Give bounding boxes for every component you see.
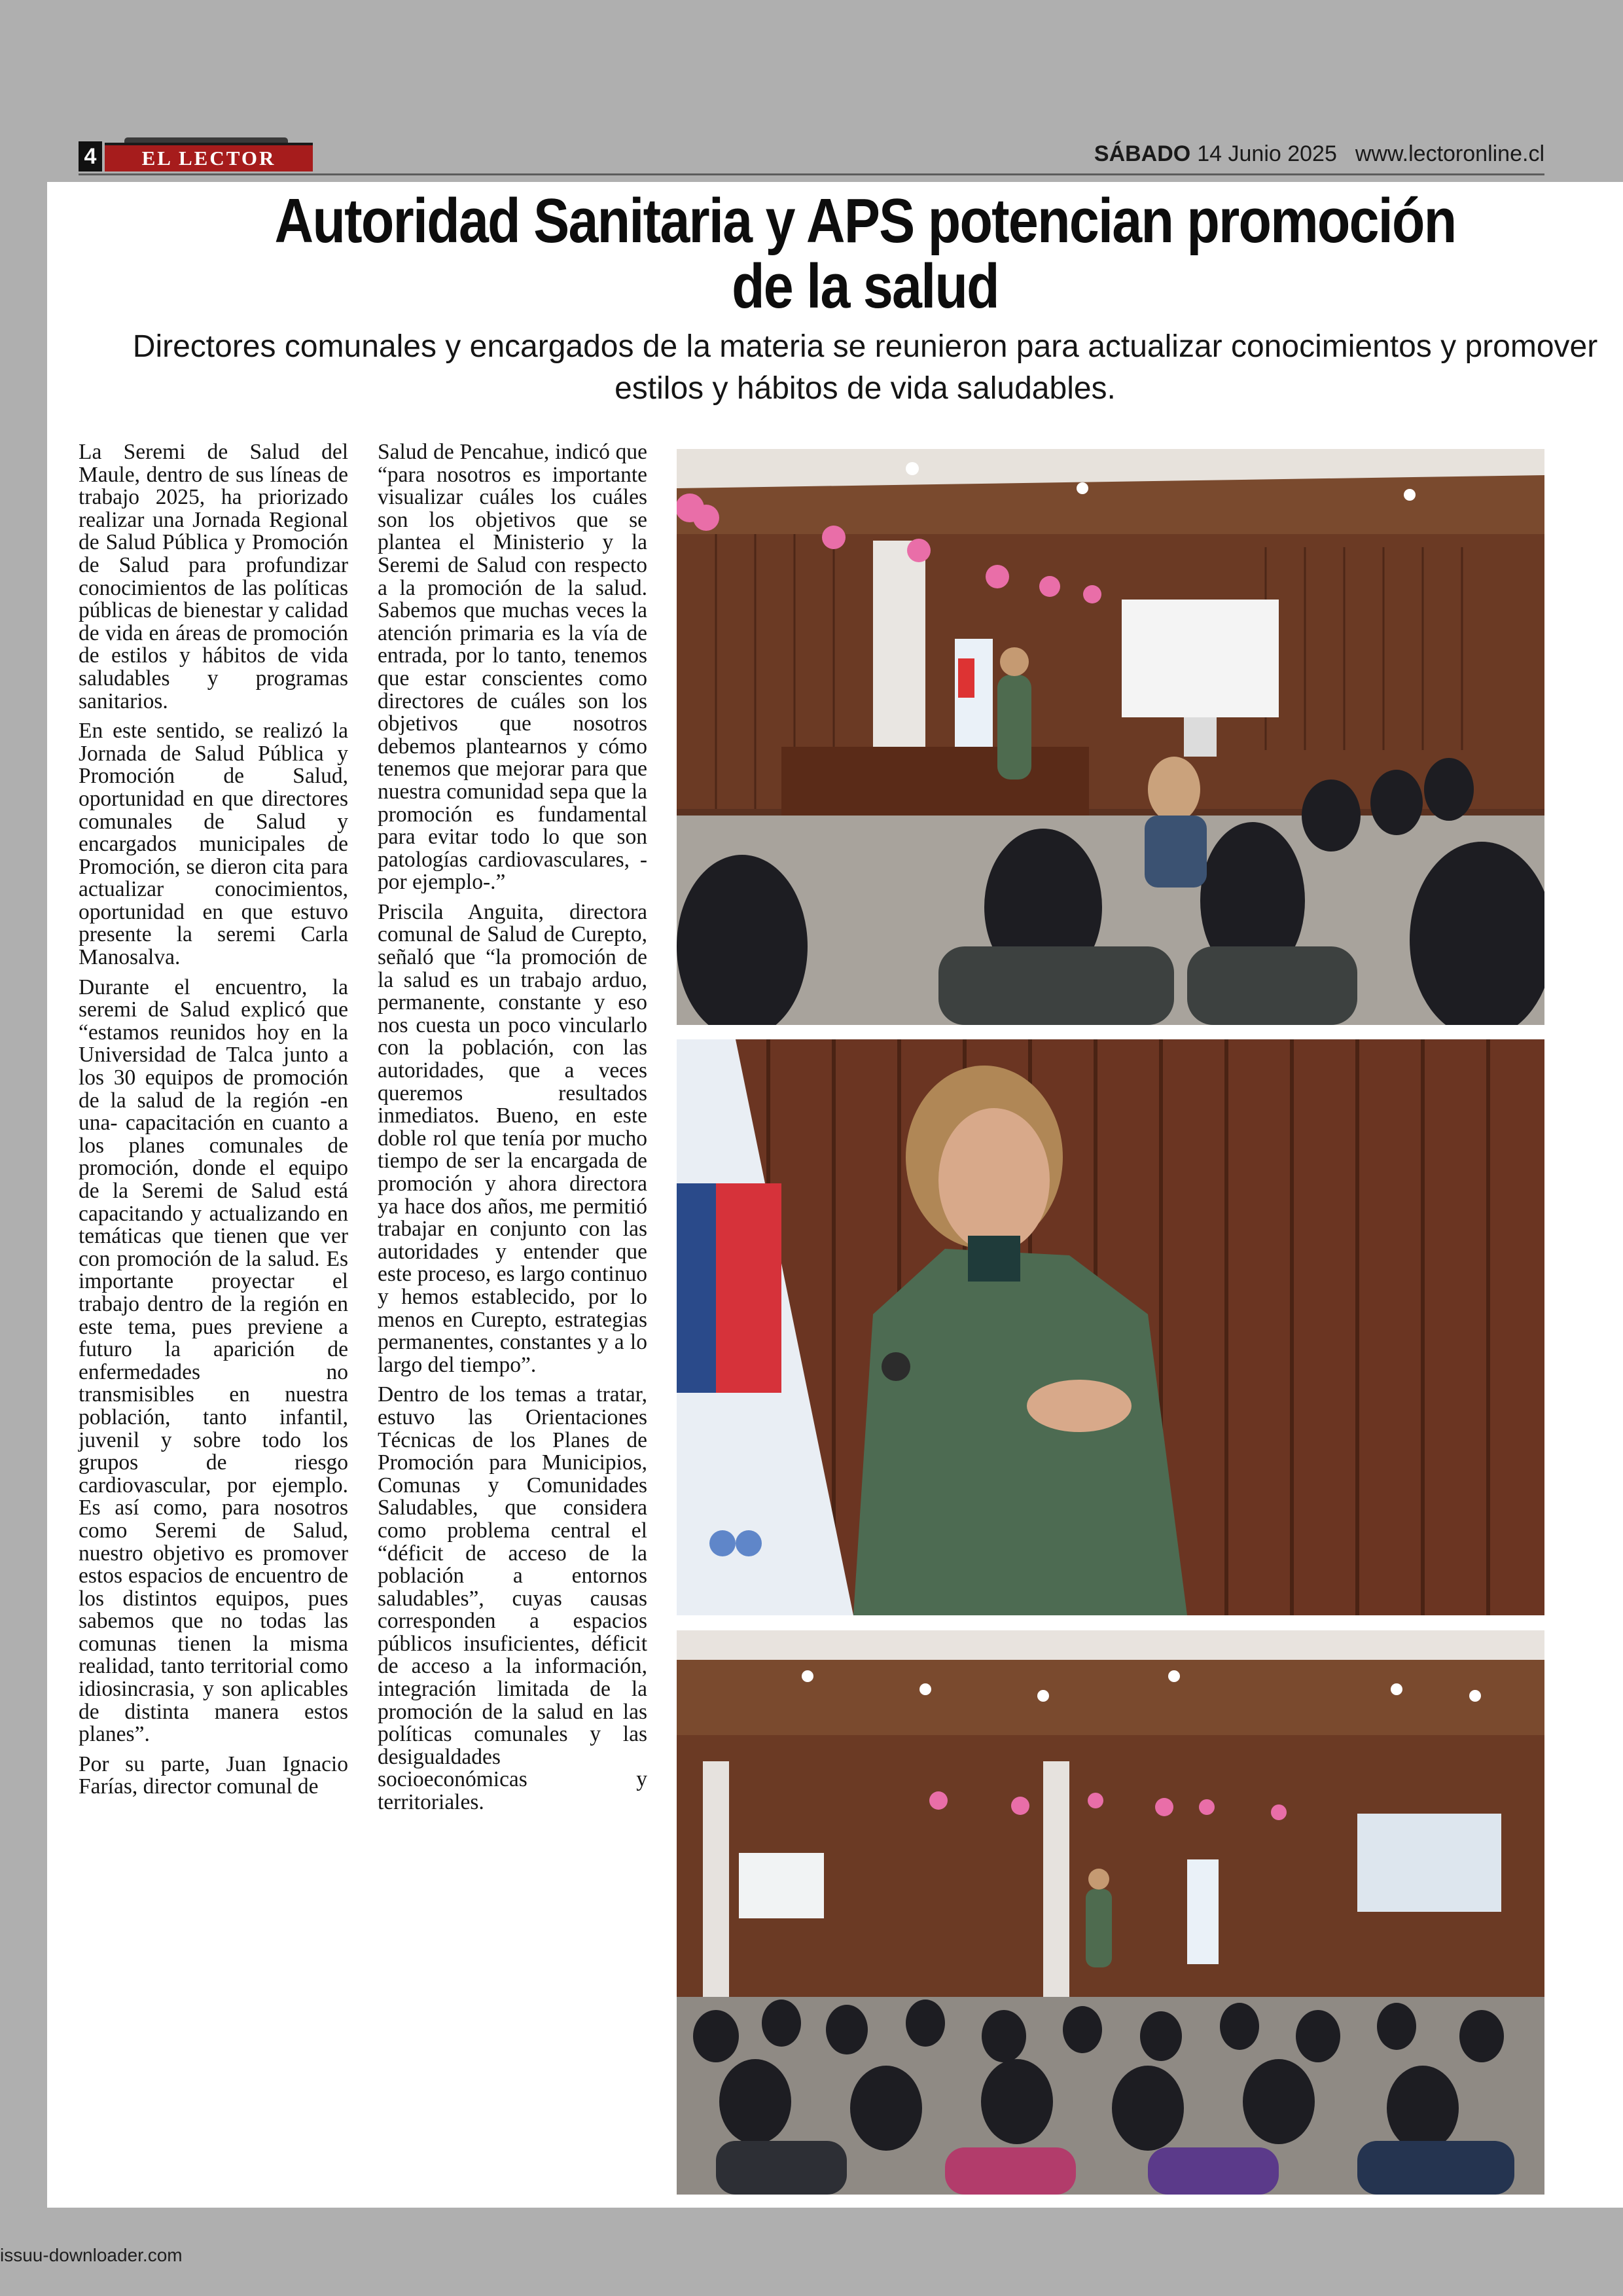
newspaper-logo[interactable]: EL LECTOR	[105, 143, 313, 171]
photo-auditorium-wide	[677, 1630, 1544, 2195]
photo-auditorium-audience	[677, 449, 1544, 1025]
paragraph: Dentro de los temas a tratar, estuvo las Orientaciones Técnicas de los Planes de Promoción para Municipios, Comunas y Comunidades Saludables, que considera como problema central el “déficit de acceso de la población a entornos saludables”, cuyas causas corresponden a espacios públicos insuficientes, déficit de acceso a la información, integración limitada de la promoción de la salud en las políticas comunales y las desigualdades socioeconómicas y territoriales.	[378, 1382, 647, 1815]
site-url[interactable]: www.lectoronline.cl	[1355, 141, 1544, 166]
paragraph: Priscila Anguita, directora comunal de Salud de Curepto, señaló que “la promoción de la salud es un trabajo arduo, permanente, constante y eso nos cuesta un poco vincularlo con la población, con las autoridades, que a veces queremos resultados inmediatos. Bueno, en este doble rol que tenía por mucho tiempo de ser la encargada de promoción y ahora directora ya hace dos años, me permitió trabajar en conjunto con las autoridades y entender que este proceso, es largo continuo y hemos establecido, por lo menos en Curepto, estrategias permanentes, constantes y a lo largo del tiempo”.	[378, 899, 647, 1377]
headline	[263, 188, 1467, 319]
photo-image	[677, 1630, 1544, 2195]
issue-date	[1094, 141, 1544, 167]
running-header	[79, 137, 1544, 175]
paragraph: Durante el encuentro, la seremi de Salud explicó que “estamos reunidos hoy en la Universidad de Talca junto a los 30 equipos de promoción de la salud de la región -en una- capacitación en cuanto a los planes comunales de promoción, donde el equipo de la Seremi de Salud está capacitando y actualizando en temáticas que tienen que ver con promoción de la salud. Es importante proyectar el trabajo dentro de la región en este tema, pues previene a futuro la aparición de enfermedades no transmisibles en nuestra población, tanto infantil, juvenil y sobre todo los grupos de riesgo cardiovascular, por ejemplo. Es así como, para nosotros como Seremi de Salud, nuestro objetivo es promover estos espacios de encuentro de los distintos equipos, pues sabemos que no todas las comunas tienen la misma realidad, tanto territorial como idiosincrasia, y son aplicables de distinta manera estos planes”.	[79, 975, 348, 1747]
issue-date-text: 14 Junio 2025	[1197, 141, 1337, 166]
paragraph: Salud de Pencahue, indicó que “para nosotros es importante visualizar cuáles los cuáles son los objetivos que se plantea el Ministerio y la Seremi de Salud con respecto a la promoción de la salud. Sabemos que muchas veces la atención primaria es la vía de entrada, por lo tanto, tenemos que estar conscientes como directores de cuáles son los objetivos que nosotros debemos plantearnos y cómo tenemos que mejorar para que nuestra comunidad sepa que la promoción es fundamental para evitar todo lo que son patologías cardiovasculares, -por ejemplo-.”	[378, 440, 647, 895]
watermark: issuu-downloader.com	[0, 2245, 183, 2265]
photo-speaker	[677, 1039, 1544, 1615]
article-panel	[47, 182, 1623, 2208]
photo-image	[677, 449, 1544, 1025]
issue-day: SÁBADO	[1094, 141, 1191, 166]
paragraph: La Seremi de Salud del Maule, dentro de sus líneas de trabajo 2025, ha priorizado realizar una Jornada Regional de Salud Pública y Promoción de Salud para profundizar conocimientos de las políticas públicas de bienestar y calidad de vida en áreas de promoción de estilos y hábitos de vida saludables y programas sanitarios.	[79, 440, 348, 713]
headline-line-2: de la salud	[732, 251, 999, 321]
page-number: 4	[79, 141, 102, 171]
photo-image	[677, 1039, 1544, 1615]
paragraph: En este sentido, se realizó la Jornada de Salud Pública y Promoción de Salud, oportunidad en que directores comunales de Salud y encargados municipales de Promoción, se dieron cita para actualizar conocimientos, oportunidad en que estuvo presente la seremi Carla Manosalva.	[79, 719, 348, 970]
subheadline: Directores comunales y encargados de la materia se reunieron para actualizar conocimientos y promover estilos y hábitos de vida saludables.	[132, 329, 1598, 406]
text-column-1	[79, 441, 348, 1806]
text-column-2	[378, 441, 647, 1821]
headline-line-1: Autoridad Sanitaria y APS potencian promoción	[274, 186, 1456, 256]
paragraph: Por su parte, Juan Ignacio Farías, director comunal de	[79, 1751, 348, 1799]
